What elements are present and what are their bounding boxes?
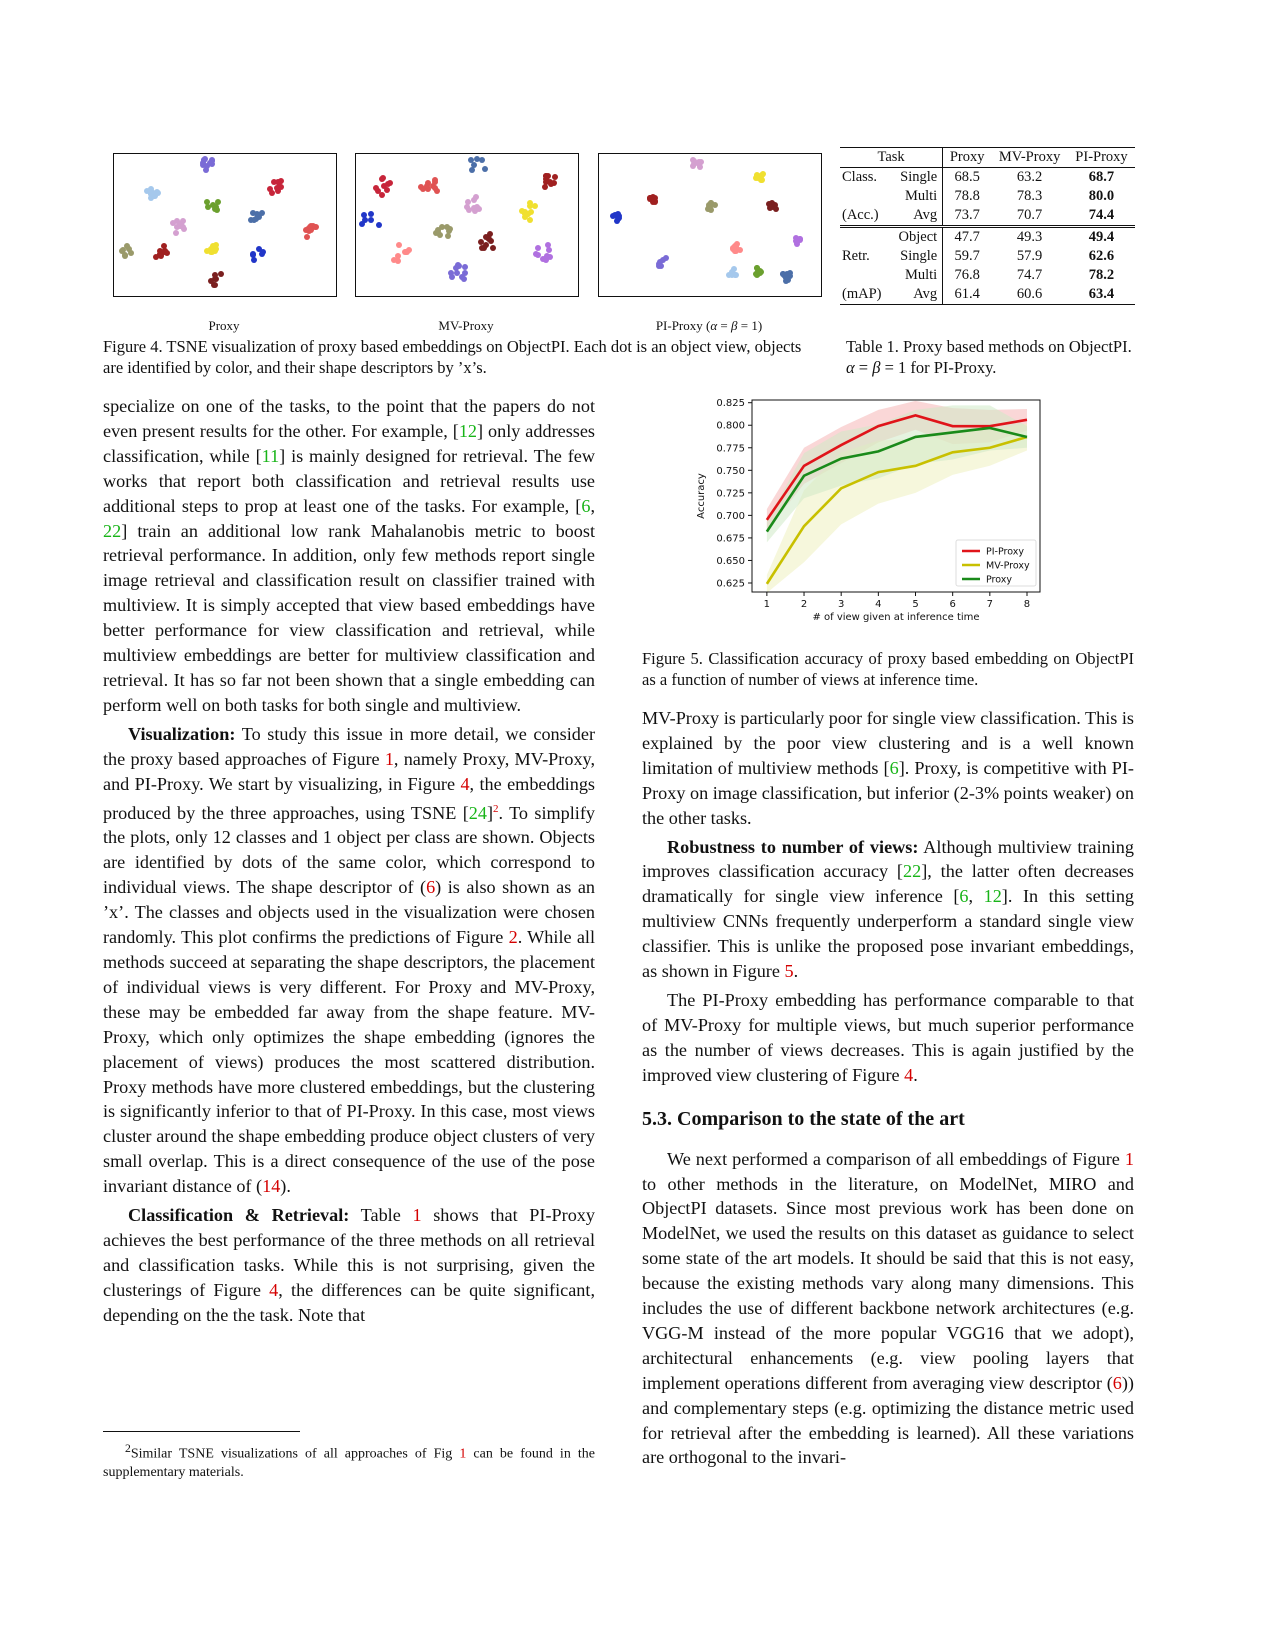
embedding-dot: [448, 270, 454, 276]
section-paragraph: We next performed a comparison of all embeddings of Figure 1 to other methods in the literature, on ModelNet, MIRO and ObjectPI datasets. Since most previous work has been done on ModelNet, we used the results on this dataset as guidance to select some state of the art models. It should be said that this is not easy, because the existing methods vary along many dimensions. This includes the use of different backbone network architectures (e.g. VGG-M instead of the more popular VGG16 that we adopt), architectural enhancements (e.g. view pooling layers that implement operations different from averaging view descriptor (6)) and complementary steps (e.g. optimizing the distance metric used for retrieval after the embedding is learned). All these variations are orthogonal to the invari-: [642, 1148, 1134, 1468]
group-label: (Acc.): [842, 207, 879, 223]
table-row: [840, 247, 1135, 266]
embedding-dot: [482, 166, 488, 172]
y-tick-label: 0.650: [716, 555, 745, 567]
embedding-dot: [551, 180, 557, 186]
y-tick-label: 0.825: [716, 398, 745, 410]
embedding-dot: [527, 217, 533, 223]
task-label: Avg: [890, 206, 943, 227]
embedding-dot: [402, 249, 408, 255]
task-label: Avg: [890, 285, 943, 305]
embedding-dot: [532, 203, 538, 209]
table-cell: 61.4: [954, 286, 980, 302]
x-tick-label: 2: [800, 599, 808, 610]
embedding-dot: [173, 230, 179, 236]
embedding-dot: [616, 215, 622, 221]
y-axis-label: Accuracy: [696, 473, 707, 519]
embedding-dot: [259, 210, 265, 216]
embedding-dot: [250, 252, 256, 258]
table-row: [840, 285, 1135, 305]
group-label: [840, 187, 890, 206]
embedding-dot: [308, 227, 314, 233]
section-heading: 5.3. Comparison to the state of the art: [642, 1107, 965, 1130]
table-cell: 73.7: [954, 207, 980, 223]
tsne-panel-mv-proxy: [355, 153, 579, 297]
footnote-rule: [103, 1431, 300, 1432]
panel-label-pi-proxy: PI-Proxy (α = β = 1): [655, 318, 763, 333]
y-tick-label: 0.675: [716, 533, 745, 545]
x-tick-label: 5: [912, 599, 919, 610]
y-tick-label: 0.800: [716, 420, 745, 432]
right-column: [642, 706, 1134, 1470]
table-row: [840, 206, 1135, 227]
task-label: Object: [890, 227, 943, 248]
left-paragraph-2: Visualization: To study this issue in more detail, we consider the proxy based approaches of Figure 1, namely Proxy, MV-Proxy, and PI-Proxy. We start by visualizing, in Figure 4, the embeddings produced by the three approaches, using TSNE [24]$^2$. To simplify the plots, only 12 classes and 1 object per class are shown. Objects are identified by dots of the same color, which correspond to individual views. The shape descriptor of (6) is also shown as an ’x’. The classes and objects used in the visualization were chosen randomly. This plot confirms the predictions of Figure 2. While all methods succeed at separating the shape descriptors, the placement of individual views is very different. For Proxy and MV-Proxy, these may be embedded far away from the shape feature. MV-Proxy, which only optimizes the shape embedding (ignores the placement of views) produces the most scattered distribution. Proxy methods have more clustered embeddings, but the clustering is significantly inferior to that of PI-Proxy. In this case, most views cluster around the shape embedding produce object clusters of very small overlap. This is a direct consequence of the use of the pose invariant distance of (14).: [103, 723, 595, 1197]
group-label: Class.: [842, 169, 878, 185]
x-tick-label: 3: [837, 599, 845, 610]
left-paragraph-3: Classification & Retrieval: Table 1 shows that PI-Proxy achieves the best performance of the three methods on all retrieval and classification tasks. While this is not surprising, given the clusterings of Figure 4, the differences can be quite significant, depending on the the task. Note that: [103, 1205, 595, 1325]
embedding-dot: [128, 250, 134, 256]
embedding-dot: [435, 227, 441, 233]
table-cell: 74.7: [1016, 267, 1043, 283]
embedding-dot: [464, 204, 470, 210]
x-tick-label: 4: [875, 599, 882, 610]
embedding-dot: [471, 162, 477, 168]
tsne-panel-pi-proxy: [598, 153, 822, 297]
embedding-dot: [376, 222, 382, 228]
embedding-dot: [157, 248, 163, 254]
table-cell: 59.7: [954, 248, 980, 264]
task-label: Multi: [890, 187, 943, 206]
y-tick-label: 0.750: [716, 465, 745, 477]
table-cell: 70.7: [1016, 207, 1043, 223]
task-label: Multi: [890, 266, 943, 285]
embedding-dot: [278, 184, 284, 190]
embedding-dot: [543, 173, 549, 179]
task-label: Single: [890, 247, 943, 266]
panel-label-proxy: Proxy: [208, 318, 240, 333]
group-label: Retr.: [842, 248, 870, 264]
task-label: Single: [890, 168, 943, 188]
x-tick-label: 8: [1023, 599, 1031, 610]
embedding-dot: [432, 179, 438, 185]
embedding-dot: [528, 209, 534, 215]
header-col: Proxy: [949, 149, 985, 165]
embedding-dot: [446, 228, 452, 234]
table-row: [840, 227, 1135, 248]
left-paragraph-1: specialize on one of the tasks, to the point that the papers do not even present results for the other. For example, [12] only addresses classification, while [11] is mainly designed for retrieval. The few works that report both classification and retrieval results use additional steps to prop at least one of the tasks. For example, [6, 22] train an additional low rank Mahalanobis metric to boost retrieval performance. In addition, only few methods report single image retrieval and classification result on classifier trained with multiview. It is simply accepted that view based embeddings have better performance for view classification and retrieval, while multiview embeddings are better for multiview classification and retrieval. It has so far not been shown that a single embedding can perform well on both tasks for both single and multiview.: [103, 396, 595, 715]
right-paragraph-3: The PI-Proxy embedding has performance comparable to that of MV-Proxy for multiple views, but much superior performance as the number of views decreases. This is again justified by the improved view clustering of Figure 4.: [642, 989, 1134, 1085]
embedding-dot: [471, 197, 477, 203]
embedding-dot: [253, 216, 259, 222]
embedding-dot: [368, 211, 374, 217]
legend-label: Proxy: [986, 574, 1013, 586]
table-row: [840, 187, 1135, 206]
panel-label-mv-proxy: MV-Proxy: [438, 318, 494, 333]
table-cell: 49.4: [1088, 229, 1115, 245]
group-label: (mAP): [842, 286, 882, 302]
embedding-dot: [180, 224, 186, 230]
y-tick-label: 0.725: [716, 488, 745, 500]
left-column: [103, 394, 595, 1328]
embedding-dot: [733, 272, 739, 278]
y-tick-label: 0.775: [716, 443, 745, 455]
results-table: [840, 147, 1135, 305]
embedding-dot: [490, 245, 496, 251]
embedding-dot: [542, 184, 548, 190]
embedding-dot: [209, 158, 215, 164]
table-cell: 57.9: [1016, 248, 1043, 264]
table-cell: 63.4: [1088, 286, 1115, 302]
embedding-dot: [204, 199, 210, 205]
x-tick-label: 6: [949, 599, 956, 610]
embedding-dot: [691, 161, 697, 167]
group-label: [840, 266, 890, 285]
embedding-dot: [483, 242, 489, 248]
table-cell: 78.8: [954, 188, 980, 204]
table-cell: 74.4: [1088, 207, 1115, 223]
accuracy-chart: [690, 388, 1075, 638]
header-task: Task: [840, 148, 943, 168]
embedding-dot: [260, 249, 266, 255]
footnote: $^2$Similar TSNE visualizations of all approaches of Fig 1 can be found in the supplementary materials.: [103, 1442, 595, 1480]
embedding-dot: [379, 176, 385, 182]
embedding-dot: [545, 242, 551, 248]
x-axis-label: # of view given at inference time: [812, 612, 980, 623]
header-col: PI-Proxy: [1075, 149, 1128, 165]
embedding-dot: [164, 250, 170, 256]
table-row: [840, 266, 1135, 285]
embedding-dot: [122, 253, 128, 259]
embedding-dot: [445, 233, 451, 239]
figure5-caption: Figure 5. Classification accuracy of proxy based embedding on ObjectPI as a function of number of views at inference time.: [642, 649, 1134, 689]
figure4-caption: Figure 4. TSNE visualization of proxy based embeddings on ObjectPI. Each dot is an object view, objects are identified by color, and their shape descriptors by ’x’s.: [103, 337, 802, 377]
embedding-dot: [759, 177, 765, 183]
table-row: [840, 168, 1135, 188]
embedding-dot: [174, 224, 180, 230]
y-tick-label: 0.625: [716, 578, 745, 590]
table-cell: 63.2: [1016, 169, 1043, 185]
embedding-dot: [663, 255, 669, 261]
embedding-dot: [535, 245, 541, 251]
table1-caption: Table 1. Proxy based methods on ObjectPI. α = β = 1 for PI-Proxy.: [846, 337, 1132, 377]
embedding-dot: [215, 199, 221, 205]
table-cell: 78.2: [1088, 267, 1115, 283]
embedding-dot: [527, 203, 533, 209]
embedding-dot: [202, 156, 208, 162]
legend-label: MV-Proxy: [986, 560, 1030, 572]
embedding-dot: [396, 242, 402, 248]
legend-label: PI-Proxy: [986, 546, 1024, 558]
embedding-dot: [218, 271, 224, 277]
embedding-dot: [379, 192, 385, 198]
embedding-dot: [304, 234, 310, 240]
header-col: MV-Proxy: [998, 149, 1061, 165]
embedding-dot: [476, 206, 482, 212]
embedding-dot: [368, 217, 374, 223]
table-cell: 68.5: [954, 169, 980, 185]
table-cell: 49.3: [1016, 229, 1043, 245]
y-tick-label: 0.700: [716, 510, 745, 522]
embedding-dot: [212, 282, 218, 288]
table-cell: 62.6: [1088, 248, 1115, 264]
embedding-dot: [479, 157, 485, 163]
table-cell: 78.3: [1016, 188, 1043, 204]
table-cell: 76.8: [954, 267, 980, 283]
table-cell: 68.7: [1088, 169, 1115, 185]
table-cell: 80.0: [1088, 188, 1115, 204]
group-label: [840, 227, 890, 248]
table-cell: 47.7: [954, 229, 980, 245]
right-paragraph-2: Robustness to number of views: Although multiview training improves classification accuracy [22], the latter often decreases dramatically for single view inference [6, 12]. In this setting multiview CNNs frequently underperform a standard single view classifier. This is unlike the proposed pose invariant embeddings, as shown in Figure 5.: [642, 836, 1135, 982]
embedding-dot: [148, 191, 154, 197]
embedding-dot: [697, 164, 703, 170]
embedding-dot: [462, 270, 468, 276]
table-cell: 60.6: [1016, 286, 1043, 302]
right-paragraph-1: MV-Proxy is particularly poor for single view classification. This is explained by the poor view clustering and is a well known limitation of multiview methods [6]. Proxy, is competitive with PI-Proxy on image classification, but inferior (2-3% points weaker) on the other tasks.: [642, 708, 1135, 828]
embedding-dot: [437, 232, 443, 238]
x-tick-label: 1: [763, 599, 771, 610]
x-tick-label: 7: [986, 599, 994, 610]
tsne-panel-proxy: [113, 153, 337, 297]
embedding-dot: [209, 249, 215, 255]
